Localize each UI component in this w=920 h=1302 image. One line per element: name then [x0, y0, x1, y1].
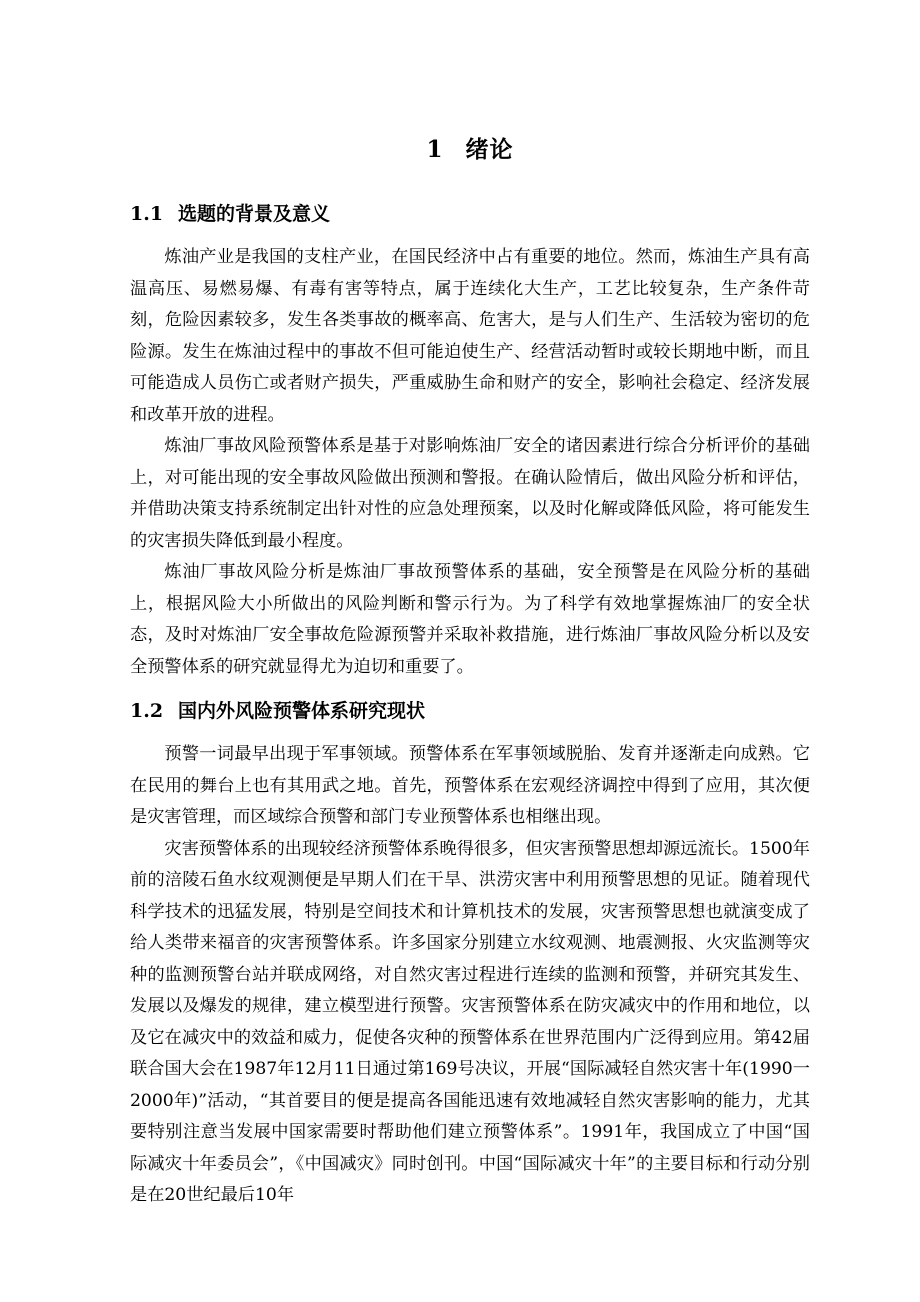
section-number: 1.2	[130, 700, 164, 722]
chapter-title-text: 绪论	[465, 136, 514, 163]
paragraph: 炼油厂事故风险预警体系是基于对影响炼油厂安全的诸因素进行综合分析评价的基础上，对可能出现的安全事故风险做出预测和警报。在确认险情后，做出风险分析和评估，并借助决策支持系统制定出针对性的应急处理预案，以及时化解或降低风险，将可能发生的灾害损失降低到最小程度。	[130, 436, 810, 551]
paragraph: 炼油产业是我国的支柱产业，在国民经济中占有重要的地位。然而，炼油生产具有高温高压、易燃易爆、有毒有害等特点，属于连续化大生产，工艺比较复杂，生产条件苛刻，危险因素较多，发生各类事故的概率高、危害大，是与人们生产、生活较为密切的危险源。发生在炼油过程中的事故不但可能迫使生产、经营活动暂时或较长期地中断，而且可能造成人员伤亡或者财产损失，严重威胁生命和财产的安全，影响社会稳定、经济发展和改革开放的进程。	[130, 247, 810, 425]
document-page	[130, 130, 810, 1212]
paragraph: 预警一词最早出现于军事领域。预警体系在军事领域脱胎、发育并逐渐走向成熟。它在民用的舞台上也有其用武之地。首先，预警体系在宏观经济调控中得到了应用，其次便是灾害管理，而区域综合预警和部门专业预警体系也相继出现。	[130, 744, 810, 827]
paragraph: 炼油厂事故风险分析是炼油厂事故预警体系的基础，安全预警是在风险分析的基础上，根据风险大小所做出的风险判断和警示行为。为了科学有效地掌握炼油厂的安全状态，及时对炼油厂安全事故危险源预警并采取补救措施，进行炼油厂事故风险分析以及安全预警体系的研究就显得尤为迫切和重要了。	[130, 562, 810, 677]
chapter-title	[130, 130, 810, 170]
section-heading-text: 国内外风险预警体系研究现状	[178, 700, 426, 722]
section-1-1	[130, 198, 810, 683]
section-heading	[130, 695, 810, 727]
section-heading	[130, 198, 810, 230]
paragraph: 灾害预警体系的出现较经济预警体系晚得很多，但灾害预警思想却源远流长。1500年前的涪陵石鱼水纹观测便是早期人们在干旱、洪涝灾害中利用预警思想的见证。随着现代科学技术的迅猛发展，特别是空间技术和计算机技术的发展，灾害预警思想也就演变成了给人类带来福音的灾害预警体系。许多国家分别建立水纹观测、地震测报、火灾监测等灾种的监测预警台站并联成网络，对自然灾害过程进行连续的监测和预警，并研究其发生、发展以及爆发的规律，建立模型进行预警。灾害预警体系在防灾减灾中的作用和地位，以及它在减灾中的效益和威力，促使各灾种的预警体系在世界范围内广泛得到应用。第42届联合国大会在1987年12月11日通过第169号决议，开展“国际减轻自然灾害十年(1990一2000年)”活动，“其首要目的便是提高各国能迅速有效地减轻自然灾害影响的能力，尤其要特别注意当发展中国家需要时帮助他们建立预警体系”。1991年，我国成立了中国“国际减灾十年委员会”，《中国减灾》同时创刊。中国“国际减灾十年”的主要目标和行动分别是在20世纪最后10年	[130, 838, 810, 1205]
section-1-2	[130, 695, 810, 1212]
chapter-number: 1	[426, 136, 444, 163]
section-heading-text: 选题的背景及意义	[178, 203, 331, 225]
section-number: 1.1	[130, 203, 164, 225]
